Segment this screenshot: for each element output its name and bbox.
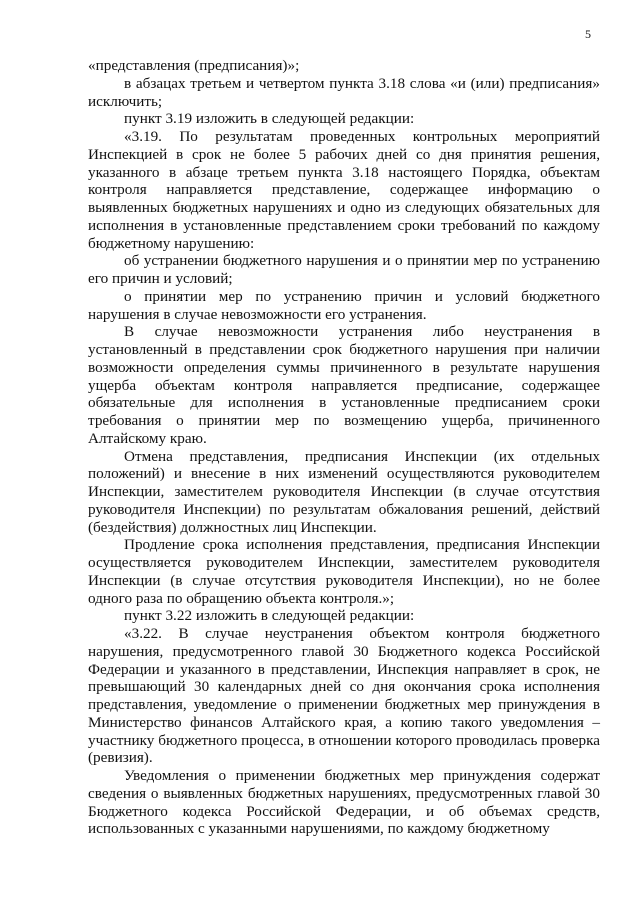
- paragraph: Отмена представления, предписания Инспекции (их отдельных положений) и внесение в них изменений осуществляются руководителем Инспекции, заместителем руководителя Инспекции (в случае отсутствия руководителя Инспекции) по результатам обжалования решений, действий (бездействия) должностных лиц Инспекции.: [88, 447, 600, 536]
- paragraph: об устранении бюджетного нарушения и о принятии мер по устранению его причин и условий;: [88, 252, 600, 287]
- document-body: [88, 57, 600, 838]
- paragraph: «3.22. В случае неустранения объектом контроля бюджетного нарушения, предусмотренного главой 30 Бюджетного кодекса Российской Федерации и указанного в представлении, Инспекция направляет в срок, не превышающий 30 календарных дней со дня окончания срока исполнения представления, уведомление о применении бюджетных мер принуждения в Министерство финансов Алтайского края, а копию такого уведомления – участнику бюджетного процесса, в отношении которого проводилась проверка (ревизия).: [88, 625, 600, 767]
- paragraph: «представления (предписания)»;: [88, 57, 300, 74]
- page-number: 5: [585, 27, 591, 41]
- paragraph: В случае невозможности устранения либо неустранения в установленный в представлении срок бюджетного нарушения при наличии возможности определения суммы причиненного в результате нарушения ущерба объектам контроля направляется предписание, содержащее обязательные для исполнения в установленные предписанием сроки требования о принятии мер по возмещению ущерба, причиненного Алтайскому краю.: [88, 323, 600, 447]
- paragraph: «3.19. По результатам проведенных контрольных мероприятий Инспекцией в срок не более 5 рабочих дней со дня принятия решения, указанного в абзаце третьем пункта 3.18 настоящего Порядка, объектам контроля направляется представление, содержащее информацию о выявленных бюджетных нарушениях и одно из следующих обязательных для исполнения в установленные представлением сроки требований по каждому бюджетному нарушению:: [88, 128, 600, 252]
- paragraph: в абзацах третьем и четвертом пункта 3.18 слова «и (или) предписания» исключить;: [88, 74, 600, 110]
- paragraph: пункт 3.22 изложить в следующей редакции:: [124, 607, 415, 625]
- paragraph: Уведомления о применении бюджетных мер принуждения содержат сведения о выявленных бюджетных нарушениях, предусмотренных главой 30 Бюджетного кодекса Российской Федерации, и об объемах средств, использованных с указанными нарушениями, по каждому бюджетному: [88, 767, 600, 838]
- paragraph: пункт 3.19 изложить в следующей редакции:: [124, 110, 415, 128]
- paragraph: Продление срока исполнения представления, предписания Инспекции осуществляется руководителем Инспекции, заместителем руководителя Инспекции (в случае отсутствия руководителя Инспекции), но не более одного раза по обращению объекта контроля.»;: [88, 536, 600, 607]
- paragraph: о принятии мер по устранению причин и условий бюджетного нарушения в случае невозможности его устранения.: [88, 287, 600, 323]
